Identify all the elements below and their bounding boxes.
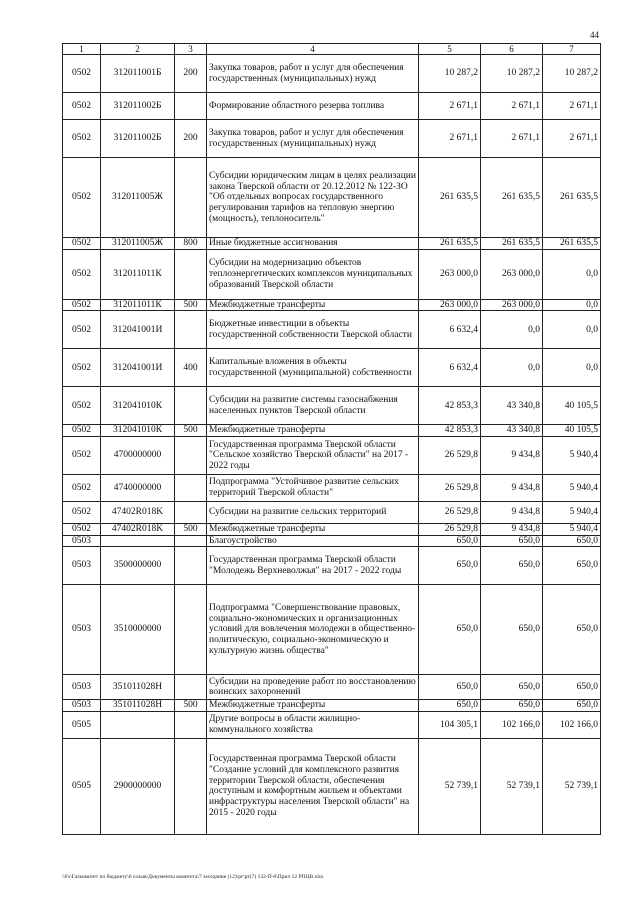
table-row (63, 249, 601, 299)
value-year-1: 2 671,1 (419, 93, 481, 120)
value-year-3: 0,0 (543, 249, 601, 299)
item-name: Межбюджетные трансферты (207, 299, 419, 311)
item-name: Межбюджетные трансферты (207, 523, 419, 535)
value-year-3: 5 940,4 (543, 436, 601, 474)
value-year-1: 10 287,2 (419, 55, 481, 93)
value-year-3: 102 166,0 (543, 711, 601, 738)
table-row (63, 238, 601, 250)
item-name: Субсидии на развитие сельских территорий (207, 501, 419, 523)
value-year-2: 0,0 (481, 311, 543, 349)
item-name: Государственная программа Тверской области "Создание условий для комплексного развития территории Тверской области, обеспечения доступным и комфортным жильем и объектами инфраструктуры населения Тверской области" на 2015 - 2020 годы (207, 738, 419, 834)
expense-type (175, 585, 207, 675)
table-row (63, 299, 601, 311)
table-row (63, 547, 601, 585)
section-code: 0502 (63, 387, 101, 425)
section-code: 0503 (63, 585, 101, 675)
table-row (63, 120, 601, 158)
value-year-2: 102 166,0 (481, 711, 543, 738)
value-year-1: 261 635,5 (419, 158, 481, 238)
table-row (63, 474, 601, 501)
value-year-2: 2 671,1 (481, 93, 543, 120)
header-cell: 1 (63, 44, 101, 55)
article-code: 4740000000 (101, 474, 175, 501)
item-name: Закупка товаров, работ и услуг для обеспечения государственных (муниципальных) нужд (207, 55, 419, 93)
item-name: Бюджетные инвестиции в объекты государственной собственности Тверской области (207, 311, 419, 349)
section-code: 0502 (63, 523, 101, 535)
section-code: 0502 (63, 93, 101, 120)
value-year-2: 9 434,8 (481, 501, 543, 523)
expense-type: 800 (175, 238, 207, 250)
value-year-3: 10 287,2 (543, 55, 601, 93)
section-code: 0502 (63, 299, 101, 311)
header-cell: 7 (543, 44, 601, 55)
value-year-1: 26 529,8 (419, 523, 481, 535)
table-row (63, 425, 601, 437)
value-year-3: 5 940,4 (543, 523, 601, 535)
header-cell: 2 (101, 44, 175, 55)
article-code: 312041001И (101, 311, 175, 349)
value-year-3: 40 105,5 (543, 387, 601, 425)
article-code (101, 535, 175, 547)
value-year-1: 6 632,4 (419, 349, 481, 387)
value-year-2: 650,0 (481, 535, 543, 547)
item-name: Субсидии на проведение работ по восстановлению воинских захоронений (207, 675, 419, 700)
item-name: Закупка товаров, работ и услуг для обеспечения государственных (муниципальных) нужд (207, 120, 419, 158)
expense-type (175, 387, 207, 425)
section-code: 0502 (63, 311, 101, 349)
value-year-3: 0,0 (543, 299, 601, 311)
value-year-2: 261 635,5 (481, 238, 543, 250)
value-year-2: 43 340,8 (481, 425, 543, 437)
expense-type (175, 711, 207, 738)
section-code: 0502 (63, 158, 101, 238)
value-year-1: 42 853,3 (419, 387, 481, 425)
value-year-3: 650,0 (543, 547, 601, 585)
value-year-2: 261 635,5 (481, 158, 543, 238)
value-year-3: 40 105,5 (543, 425, 601, 437)
item-name: Благоустройство (207, 535, 419, 547)
file-path-footer: \\Fs\Газкомитет по бюджету\6 созыв\Документы комитета\7 заседание (12)\рг\рт(7) 132-П-6\Прил 12 РПЦВ.xlsx (62, 874, 324, 880)
article-code: 312011002Б (101, 120, 175, 158)
value-year-2: 9 434,8 (481, 436, 543, 474)
article-code: 3510000000 (101, 585, 175, 675)
item-name: Иные бюджетные ассигнования (207, 238, 419, 250)
article-code: 312011011К (101, 249, 175, 299)
item-name: Субсидии на развитие системы газоснабжения населенных пунктов Тверской области (207, 387, 419, 425)
section-code: 0503 (63, 700, 101, 712)
value-year-2: 263 000,0 (481, 299, 543, 311)
value-year-3: 650,0 (543, 700, 601, 712)
expense-type (175, 249, 207, 299)
article-code: 312011005Ж (101, 238, 175, 250)
item-name: Межбюджетные трансферты (207, 700, 419, 712)
expense-type: 500 (175, 425, 207, 437)
expense-type (175, 158, 207, 238)
table-row (63, 349, 601, 387)
item-name: Субсидии юридическим лицам в целях реализации закона Тверской области от 20.12.2012 № 122-ЗО "Об отдельных вопросах государственного регулирования тарифов на тепловую энергию (мощность), теплоноситель" (207, 158, 419, 238)
item-name: Подпрограмма "Устойчивое развитие сельских территорий Тверской области" (207, 474, 419, 501)
expense-type: 500 (175, 523, 207, 535)
value-year-3: 2 671,1 (543, 93, 601, 120)
value-year-1: 104 305,1 (419, 711, 481, 738)
value-year-3: 650,0 (543, 675, 601, 700)
section-code: 0502 (63, 55, 101, 93)
table-row (63, 700, 601, 712)
article-code: 312041010К (101, 425, 175, 437)
value-year-3: 261 635,5 (543, 238, 601, 250)
expense-type (175, 547, 207, 585)
value-year-2: 43 340,8 (481, 387, 543, 425)
article-code (101, 711, 175, 738)
item-name: Формирование областного резерва топлива (207, 93, 419, 120)
expense-type (175, 675, 207, 700)
section-code: 0503 (63, 535, 101, 547)
header-cell: 4 (207, 44, 419, 55)
value-year-2: 650,0 (481, 547, 543, 585)
header-cell: 6 (481, 44, 543, 55)
article-code: 312011001Б (101, 55, 175, 93)
expense-type (175, 311, 207, 349)
expense-type: 500 (175, 299, 207, 311)
value-year-1: 6 632,4 (419, 311, 481, 349)
item-name: Другие вопросы в области жилищно-коммунального хозяйства (207, 711, 419, 738)
item-name: Подпрограмма "Совершенствование правовых, социально-экономических и организационных условий для вовлечения молодежи в общественно-политическую, социально-экономическую и культурную жизнь общества" (207, 585, 419, 675)
value-year-3: 650,0 (543, 585, 601, 675)
article-code: 351011028Н (101, 675, 175, 700)
budget-table (62, 43, 601, 835)
section-code: 0505 (63, 711, 101, 738)
value-year-3: 0,0 (543, 349, 601, 387)
value-year-1: 263 000,0 (419, 299, 481, 311)
item-name: Капитальные вложения в объекты государственной (муниципальной) собственности (207, 349, 419, 387)
article-code: 312011011К (101, 299, 175, 311)
value-year-2: 9 434,8 (481, 474, 543, 501)
value-year-1: 26 529,8 (419, 501, 481, 523)
expense-type (175, 738, 207, 834)
item-name: Межбюджетные трансферты (207, 425, 419, 437)
value-year-1: 26 529,8 (419, 436, 481, 474)
value-year-3: 261 635,5 (543, 158, 601, 238)
value-year-2: 650,0 (481, 700, 543, 712)
section-code: 0502 (63, 436, 101, 474)
header-cell: 3 (175, 44, 207, 55)
table-row (63, 585, 601, 675)
value-year-2: 52 739,1 (481, 738, 543, 834)
section-code: 0502 (63, 474, 101, 501)
article-code: 312041001И (101, 349, 175, 387)
article-code: 2900000000 (101, 738, 175, 834)
table-row (63, 738, 601, 834)
value-year-1: 650,0 (419, 547, 481, 585)
value-year-1: 650,0 (419, 700, 481, 712)
table-row (63, 93, 601, 120)
item-name: Государственная программа Тверской области "Сельское хозяйство Тверской области" на 2017 - 2022 годы (207, 436, 419, 474)
table-row (63, 711, 601, 738)
value-year-1: 26 529,8 (419, 474, 481, 501)
section-code: 0502 (63, 349, 101, 387)
value-year-2: 9 434,8 (481, 523, 543, 535)
value-year-3: 5 940,4 (543, 501, 601, 523)
expense-type (175, 535, 207, 547)
value-year-2: 0,0 (481, 349, 543, 387)
expense-type (175, 93, 207, 120)
article-code: 312041010К (101, 387, 175, 425)
table-row (63, 158, 601, 238)
expense-type: 200 (175, 55, 207, 93)
table-row (63, 311, 601, 349)
table-row (63, 55, 601, 93)
table-row (63, 387, 601, 425)
value-year-1: 650,0 (419, 535, 481, 547)
value-year-2: 650,0 (481, 585, 543, 675)
table-row (63, 535, 601, 547)
section-code: 0505 (63, 738, 101, 834)
section-code: 0502 (63, 249, 101, 299)
expense-type (175, 474, 207, 501)
value-year-1: 263 000,0 (419, 249, 481, 299)
value-year-3: 2 671,1 (543, 120, 601, 158)
value-year-3: 5 940,4 (543, 474, 601, 501)
article-code: 312011005Ж (101, 158, 175, 238)
article-code: 351011028Н (101, 700, 175, 712)
table-row (63, 675, 601, 700)
article-code: 312011002Б (101, 93, 175, 120)
article-code: 47402R018K (101, 501, 175, 523)
value-year-2: 10 287,2 (481, 55, 543, 93)
value-year-1: 52 739,1 (419, 738, 481, 834)
header-cell: 5 (419, 44, 481, 55)
value-year-3: 650,0 (543, 535, 601, 547)
article-code: 3500000000 (101, 547, 175, 585)
expense-type: 400 (175, 349, 207, 387)
expense-type: 200 (175, 120, 207, 158)
item-name: Государственная программа Тверской области "Молодежь Верхневолжья" на 2017 - 2022 годы (207, 547, 419, 585)
article-code: 4700000000 (101, 436, 175, 474)
expense-type (175, 501, 207, 523)
value-year-3: 52 739,1 (543, 738, 601, 834)
value-year-2: 263 000,0 (481, 249, 543, 299)
value-year-3: 0,0 (543, 311, 601, 349)
table-row (63, 501, 601, 523)
table-row (63, 436, 601, 474)
section-code: 0503 (63, 675, 101, 700)
expense-type: 500 (175, 700, 207, 712)
value-year-1: 42 853,3 (419, 425, 481, 437)
section-code: 0502 (63, 425, 101, 437)
section-code: 0502 (63, 120, 101, 158)
expense-type (175, 436, 207, 474)
article-code: 47402R018K (101, 523, 175, 535)
page-number: 44 (590, 30, 599, 40)
value-year-2: 2 671,1 (481, 120, 543, 158)
section-code: 0502 (63, 501, 101, 523)
value-year-1: 650,0 (419, 675, 481, 700)
header-row (63, 44, 601, 55)
value-year-1: 650,0 (419, 585, 481, 675)
table-row (63, 523, 601, 535)
section-code: 0502 (63, 238, 101, 250)
value-year-1: 2 671,1 (419, 120, 481, 158)
value-year-1: 261 635,5 (419, 238, 481, 250)
section-code: 0503 (63, 547, 101, 585)
value-year-2: 650,0 (481, 675, 543, 700)
item-name: Субсидии на модернизацию объектов теплоэнергетических комплексов муниципальных образований Тверской области (207, 249, 419, 299)
